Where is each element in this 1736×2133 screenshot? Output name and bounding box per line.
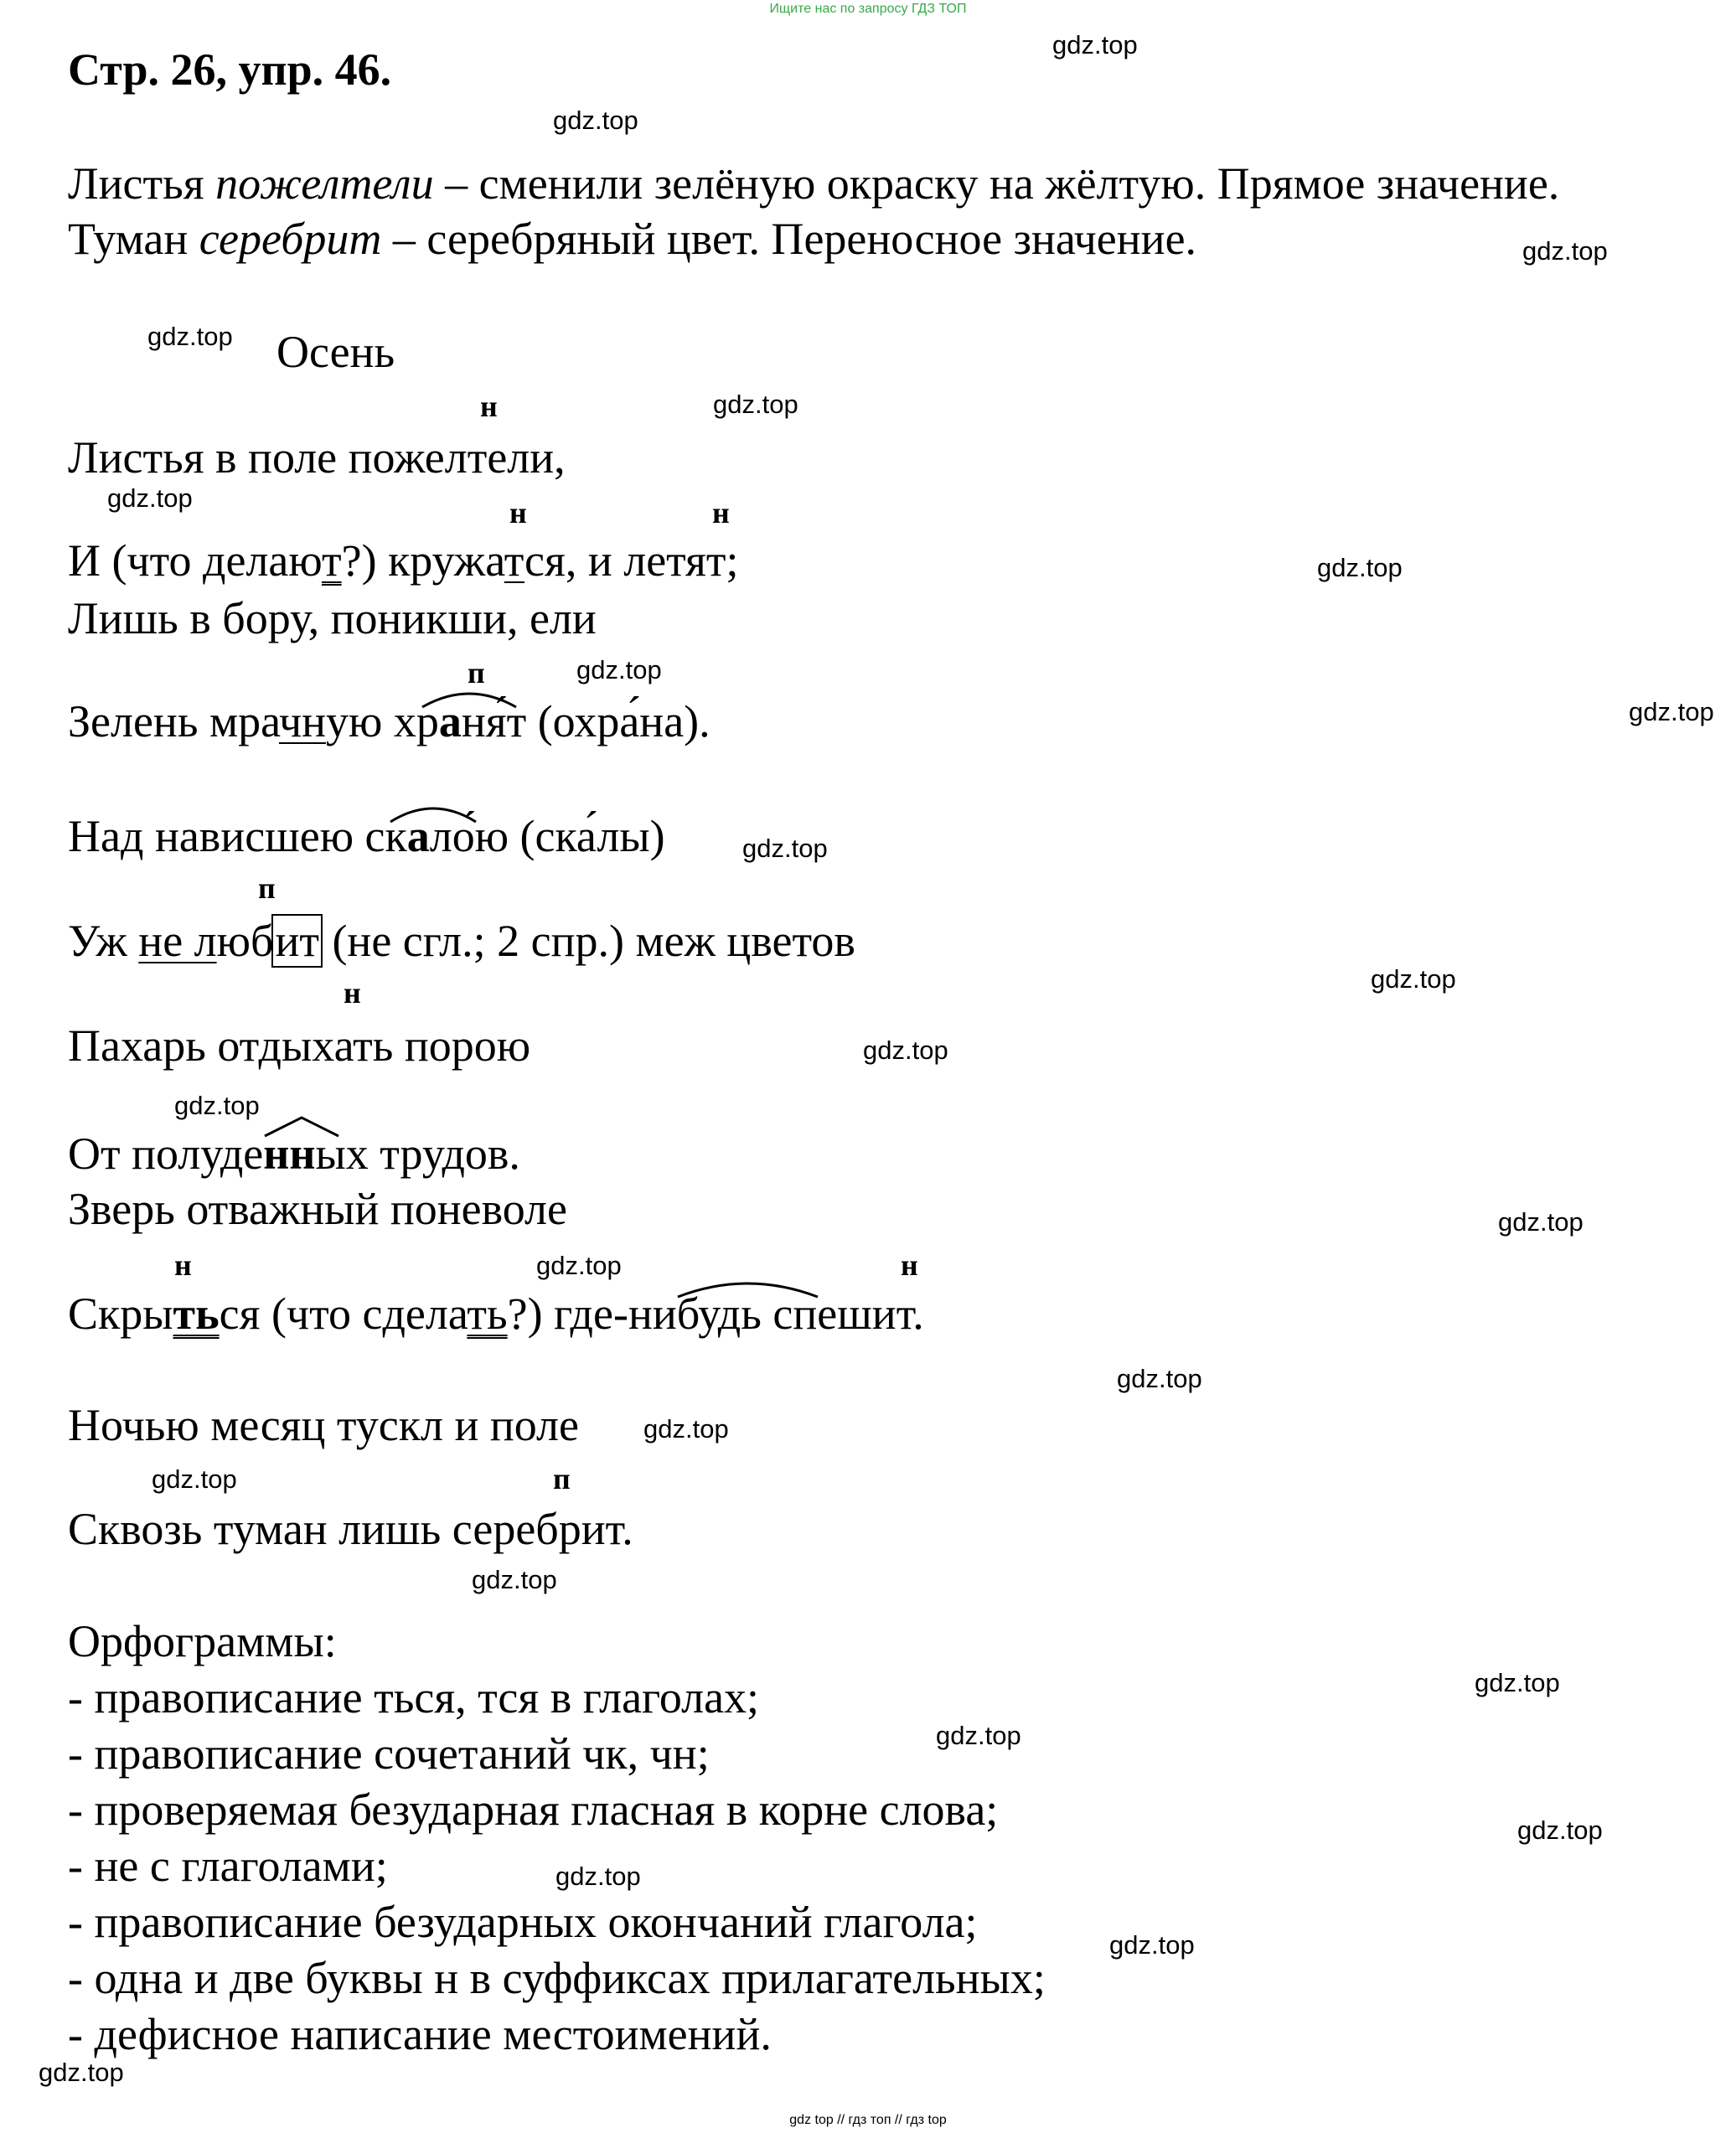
poem-line-8: От полуденных трудов. [68,1128,520,1179]
watermark: gdz.top [1522,236,1608,266]
watermark: gdz.top [742,834,828,863]
orthogram-item: - проверяемая безударная гласная в корне слова; [68,1784,999,1835]
watermark: gdz.top [107,483,193,513]
orthogram-item: - правописание безударных окончаний глагола; [68,1897,978,1947]
watermark: gdz.top [1498,1207,1584,1237]
watermark: gdz.top [472,1565,557,1594]
watermark: gdz.top [1052,30,1138,59]
poem-line-9: Зверь отважный поневоле [68,1184,567,1234]
poem-title: Осень [276,327,395,377]
poem-line-12: Сквозь туман лишь серебрит. [68,1504,633,1554]
poem-line-10: Скрыться (что сделать?) где-нибудь спешит. [68,1289,924,1339]
watermark: gdz.top [713,390,798,419]
watermark: gdz.top [553,106,638,135]
intro-line-1: Листья пожелтели – сменили зелёную окраску на жёлтую. Прямое значение. [68,158,1560,209]
poem-line-11: Ночью месяц тускл и поле [68,1400,579,1450]
watermark: gdz.top [863,1036,948,1065]
orthogram-item: - правописание сочетаний чк, чн; [68,1728,710,1779]
watermark: gdz.top [174,1091,260,1120]
watermark: gdz.top [576,655,662,684]
watermark: gdz.top [555,1862,641,1891]
poem-line-5: Над нависшею скало́ю (ска́лы) [68,811,665,861]
watermark: gdz.top [1317,553,1403,582]
watermark: gdz.top [643,1414,729,1444]
watermark: gdz.top [936,1721,1021,1750]
poem-line-2: И (что делают?) кружатся, и летят; [68,535,739,586]
orthograms-heading: Орфограммы: [68,1616,337,1666]
mark-n: н [480,390,498,423]
mark-n: н [174,1248,192,1282]
page-title: Стр. 26, упр. 46. [68,44,392,95]
poem-line-6: Уж не любит (не сгл.; 2 спр.) меж цветов [68,916,855,966]
mark-n: н [509,496,527,529]
poem-line-1: Листья в поле пожелтели, [68,432,566,483]
watermark: gdz.top [1517,1815,1603,1845]
poem-line-4: Зелень мрачную храня́т (охра́на). [68,696,710,746]
watermark: gdz.top [536,1251,622,1280]
watermark: gdz.top [1371,964,1456,994]
mark-n: н [712,496,730,529]
watermark: gdz.top [1629,697,1714,726]
watermark: gdz.top [1117,1364,1202,1393]
intro-line-2: Туман серебрит – серебряный цвет. Переносное значение. [68,214,1197,264]
mark-p: п [468,656,485,689]
poem-line-3: Лишь в бору, поникши, ели [68,593,597,643]
footer-banner: gdz top // гдз топ // гдз top [789,2113,947,2127]
watermark: gdz.top [1475,1668,1560,1697]
watermark: gdz.top [1109,1930,1195,1960]
mark-n: н [344,976,361,1010]
watermark: gdz.top [39,2058,124,2087]
poem-line-7: Пахарь отдыхать порою [68,1020,531,1071]
watermark: gdz.top [147,322,233,351]
mark-p: п [553,1462,571,1495]
mark-p: п [258,871,276,905]
mark-n: н [901,1248,918,1282]
orthogram-item: - не с глаголами; [68,1841,388,1891]
orthogram-item: - одна и две буквы н в суффиксах прилагательных; [68,1953,1046,2003]
orthogram-item: - правописание ться, тся в глаголах; [68,1672,760,1722]
orthogram-item: - дефисное написание местоимений. [68,2009,772,2059]
search-banner: Ищите нас по запросу ГДЗ ТОП [769,2,967,16]
watermark: gdz.top [152,1464,237,1494]
